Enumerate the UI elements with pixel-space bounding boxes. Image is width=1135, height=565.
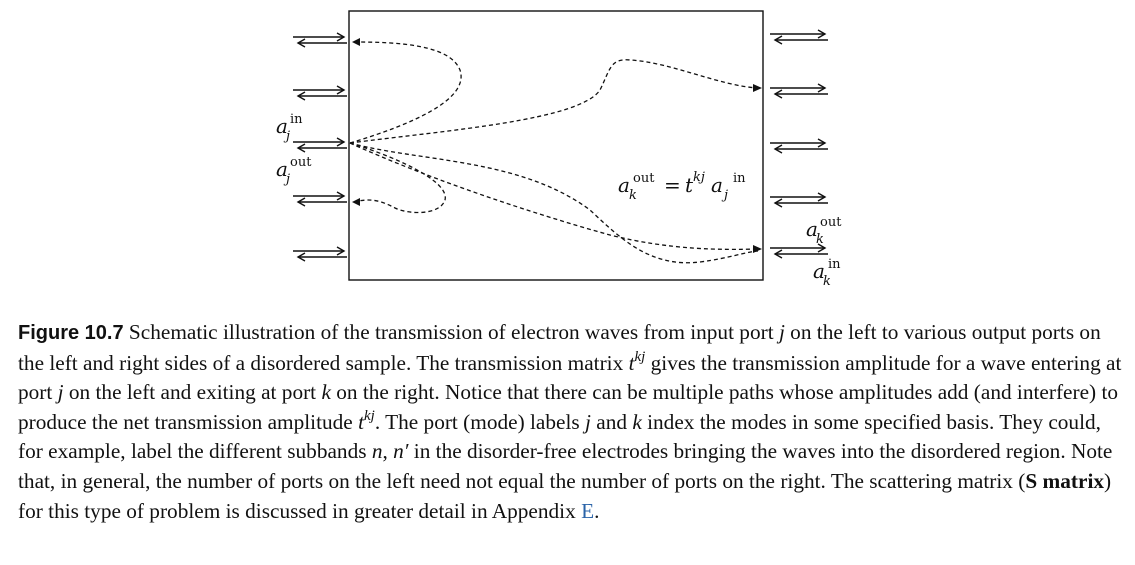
svg-text:j: j: [724, 188, 729, 203]
caption-text: index the modes in some specified basis. They could, for example, label the different subbands: [18, 409, 1101, 464]
figure-label: Figure 10.7: [18, 322, 124, 344]
caption-text: Schematic illustration of the transmission of electron waves from input port: [123, 320, 779, 344]
caption-text: in the disorder-free electrodes bringing the waves into the disordered region. Note that, in general, the number of ports on the left need not equal the number of ports on the right. The scattering matrix (: [18, 439, 1113, 493]
svg-text:j: j: [286, 172, 291, 187]
label-a-j-out: [276, 155, 312, 187]
left-ports: [293, 33, 347, 261]
left-port-j: [293, 138, 347, 152]
s-matrix-term: S matrix: [1025, 468, 1105, 493]
symbol-t: t: [358, 409, 365, 434]
label-a-k-in: [813, 257, 841, 289]
symbol-j: j: [585, 409, 591, 434]
symbol-n: n: [371, 439, 383, 464]
left-port-4: [293, 192, 347, 206]
transmission-equation: [618, 170, 746, 203]
symbol-k: k: [321, 380, 331, 405]
caption-text: and: [590, 409, 633, 434]
appendix-link[interactable]: E: [581, 498, 595, 523]
svg-text:=: =: [664, 173, 681, 197]
right-port-1: [770, 30, 828, 44]
path-to-right-port-k-a: [350, 143, 758, 249]
svg-text:a: a: [711, 173, 723, 197]
label-a-j-in: [276, 112, 303, 144]
symbol-j: j: [57, 380, 64, 405]
figure-caption: [18, 318, 1123, 526]
path-reflect-top: [350, 42, 461, 143]
left-port-5: [293, 247, 347, 261]
svg-text:t: t: [685, 173, 694, 197]
svg-text:kj: kj: [693, 170, 705, 185]
path-arrowheads: [352, 38, 762, 253]
svg-text:a: a: [806, 217, 818, 241]
svg-text:a: a: [813, 259, 825, 283]
svg-text:j: j: [286, 129, 291, 144]
symbol-kj: kj: [364, 407, 375, 424]
scattering-paths: [350, 42, 758, 263]
caption-text: ,: [382, 439, 394, 464]
right-port-3: [770, 139, 828, 153]
caption-text: on the right. Notice that there can be multiple paths whose amplitudes add (and interfere) to produce the net transmission amplitude: [18, 380, 1119, 434]
svg-text:a: a: [618, 173, 630, 197]
caption-text: gives the transmission amplitude for a wave entering at port: [18, 350, 1122, 405]
svg-text:out: out: [633, 171, 655, 186]
label-a-k-out: [806, 215, 842, 247]
path-to-right-port-k-b: [350, 143, 758, 263]
disordered-sample-box: [349, 11, 763, 280]
left-port-2: [293, 86, 347, 100]
caption-text: on the left and exiting at port: [63, 380, 322, 405]
svg-text:out: out: [820, 215, 842, 230]
svg-text:in: in: [828, 257, 841, 272]
svg-text:k: k: [823, 274, 831, 289]
left-port-1: [293, 33, 347, 47]
svg-text:a: a: [276, 114, 288, 138]
svg-text:k: k: [629, 188, 637, 203]
svg-text:k: k: [816, 232, 824, 247]
right-port-4: [770, 193, 828, 207]
svg-text:in: in: [290, 112, 303, 127]
symbol-j: j: [778, 320, 785, 344]
svg-text:out: out: [290, 155, 312, 170]
caption-text: . The port (mode) labels: [374, 409, 585, 434]
caption-text: .: [594, 498, 600, 523]
svg-text:a: a: [276, 157, 288, 181]
caption-text: ) for this type of problem is discussed in greater detail in Appendix: [18, 468, 1112, 523]
symbol-t: t: [628, 350, 635, 375]
symbol-kj: kj: [634, 348, 646, 365]
symbol-k: k: [632, 409, 642, 434]
right-port-2: [770, 84, 828, 98]
symbol-n-prime: n′: [393, 439, 409, 464]
caption-text: on the left to various output ports on the left and right sides of a disordered sample. The transmission matrix: [18, 320, 1101, 375]
path-reflect-bottom: [350, 143, 445, 213]
svg-text:in: in: [733, 171, 746, 186]
path-to-right-port-2: [350, 60, 758, 143]
